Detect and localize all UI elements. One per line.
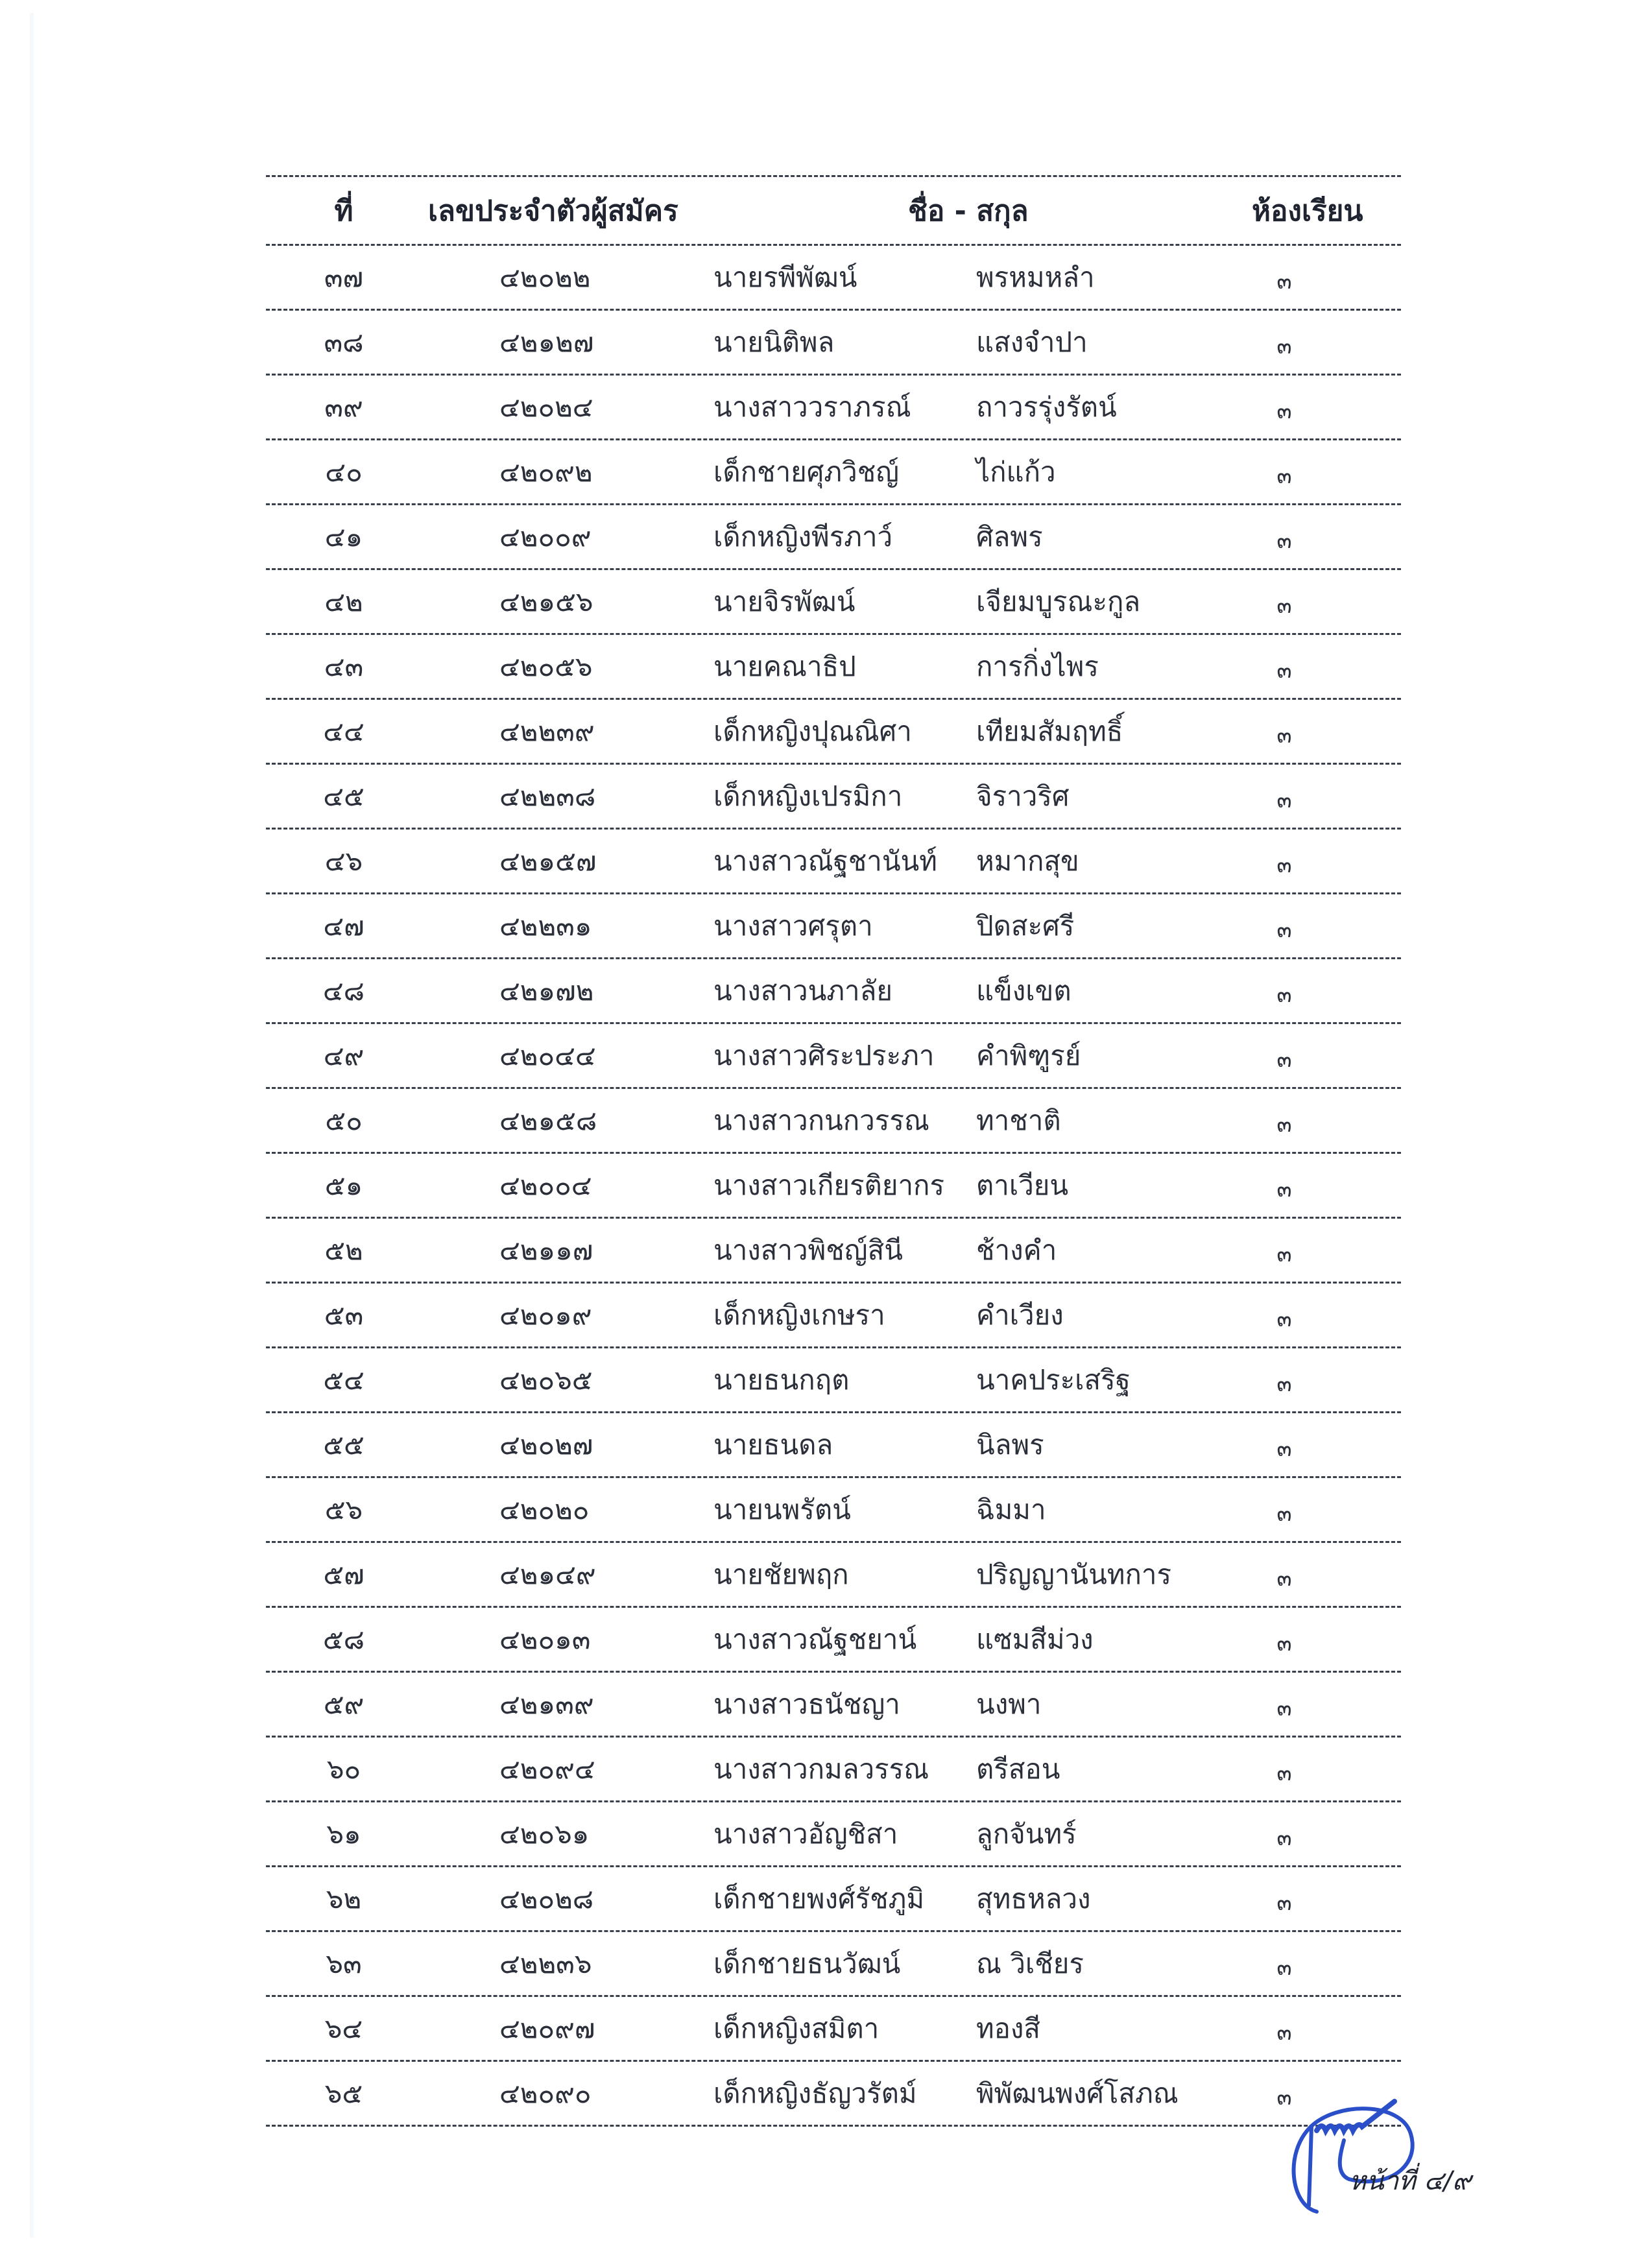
- row-no: ๓๙: [324, 390, 363, 423]
- table-row: [266, 505, 1401, 568]
- table-row: [266, 1089, 1401, 1152]
- row-applicant-id: ๔๒๐๒๔: [499, 390, 593, 423]
- table-row: [266, 1413, 1401, 1476]
- row-first-name: นางสาวนภาลัย: [713, 974, 892, 1007]
- row-last-name: ไก่แก้ว: [976, 455, 1056, 488]
- row-last-name: เจียมบูรณะกูล: [976, 585, 1141, 617]
- row-no: ๔๗: [323, 909, 365, 942]
- row-last-name: นาคประเสริฐ: [976, 1363, 1131, 1396]
- row-no: ๔๖: [324, 844, 363, 877]
- row-applicant-id: ๔๒๑๕๗: [499, 844, 597, 877]
- row-room: ๓: [1276, 1955, 1292, 1981]
- row-no: ๔๓: [324, 650, 364, 682]
- row-room: ๓: [1276, 398, 1292, 425]
- row-last-name: แสงจำปา: [976, 326, 1088, 358]
- row-room: ๓: [1276, 982, 1292, 1009]
- row-last-name: ณ วิเชียร: [976, 1947, 1084, 1979]
- table-row: [266, 765, 1401, 828]
- row-no: ๖๓: [326, 1947, 362, 1979]
- row-room: ๓: [1276, 593, 1292, 619]
- row-applicant-id: ๔๒๐๕๖: [499, 650, 593, 682]
- row-applicant-id: ๔๒๐๐๙: [499, 520, 592, 553]
- row-no: ๔๐: [325, 455, 363, 488]
- row-room: ๓: [1276, 463, 1292, 490]
- row-last-name: คำพิฑูรย์: [976, 1039, 1081, 1071]
- row-last-name: ตรีสอน: [976, 1752, 1060, 1785]
- row-first-name: นางสาวอัญชิสา: [713, 1817, 898, 1850]
- row-last-name: นงพา: [976, 1688, 1042, 1720]
- table-row: [266, 1478, 1401, 1541]
- table-row: [266, 1932, 1401, 1995]
- table-row: [266, 700, 1401, 763]
- row-first-name: นายชัยพฤก: [713, 1558, 849, 1590]
- row-no: ๖๒: [326, 1882, 362, 1915]
- row-room: ๓: [1276, 1501, 1292, 1527]
- row-applicant-id: ๔๒๐๒๗: [499, 1428, 593, 1461]
- table-row: [266, 376, 1401, 438]
- row-no: ๖๐: [326, 1752, 361, 1785]
- row-room: ๓: [1276, 1177, 1292, 1203]
- row-no: ๔๘: [322, 974, 365, 1007]
- row-first-name: นางสาวกมลวรรณ: [713, 1752, 929, 1785]
- row-first-name: นายคณาธิป: [713, 650, 856, 682]
- row-applicant-id: ๔๒๐๒๐: [499, 1493, 590, 1525]
- table-row: [266, 894, 1401, 957]
- row-first-name: เด็กหญิงสมิตา: [713, 2012, 880, 2044]
- row-room: ๓: [1276, 269, 1292, 295]
- row-first-name: นางสาวศิระประภา: [713, 1039, 935, 1071]
- page-number: หน้าที่ ๔/๙: [1349, 2166, 1472, 2196]
- row-last-name: ลูกจันทร์: [976, 1817, 1077, 1850]
- table-row: [266, 959, 1401, 1022]
- row-no: ๕๙: [323, 1688, 365, 1720]
- table-row: [266, 570, 1401, 633]
- row-applicant-id: ๔๒๐๑๙: [499, 1298, 592, 1331]
- applicant-table: [266, 175, 1401, 2127]
- row-no: ๕๑: [324, 1169, 363, 1201]
- row-no: ๔๒: [324, 585, 363, 617]
- row-no: ๕๐: [325, 1104, 363, 1136]
- table-body: [266, 246, 1401, 2127]
- row-last-name: พิพัฒนพงศ์โสภณ: [976, 2077, 1179, 2109]
- row-applicant-id: ๔๒๒๓๙: [499, 715, 595, 747]
- row-room: ๓: [1276, 723, 1292, 749]
- header-no: ที่: [334, 194, 353, 228]
- table-row: [266, 1219, 1401, 1282]
- row-last-name: ปริญญานันทการ: [976, 1558, 1172, 1590]
- table-row: [266, 1608, 1401, 1671]
- row-no: ๕๘: [322, 1623, 365, 1655]
- row-last-name: สุทธหลวง: [976, 1882, 1091, 1915]
- row-first-name: นางสาวเกียรติยากร: [713, 1169, 945, 1201]
- row-first-name: นางสาวธนัชญา: [713, 1688, 900, 1720]
- row-applicant-id: ๔๒๐๐๔: [499, 1169, 592, 1201]
- table-row: [266, 1284, 1401, 1346]
- row-first-name: เด็กหญิงเปรมิกา: [713, 780, 903, 812]
- row-first-name: เด็กหญิงปุณณิศา: [713, 715, 912, 747]
- row-no: ๔๙: [323, 1039, 365, 1071]
- table-row: [266, 2062, 1401, 2125]
- row-first-name: นายรพีพัฒน์: [713, 261, 857, 293]
- table-row: [266, 246, 1401, 309]
- row-room: ๓: [1276, 1566, 1292, 1592]
- row-room: ๓: [1276, 787, 1292, 814]
- row-no: ๓๗: [324, 261, 364, 293]
- row-applicant-id: ๔๒๑๕๘: [499, 1104, 597, 1136]
- table-row: [266, 1154, 1401, 1217]
- row-applicant-id: ๔๒๐๙๗: [499, 2012, 595, 2044]
- table-row: [266, 440, 1401, 503]
- row-first-name: เด็กชายศุภวิชญ์: [713, 455, 899, 488]
- row-room: ๓: [1276, 1112, 1292, 1138]
- row-applicant-id: ๔๒๑๓๙: [499, 1688, 594, 1720]
- row-no: ๕๕: [323, 1428, 365, 1461]
- row-first-name: นายธนกฤต: [713, 1363, 850, 1396]
- row-last-name: นิลพร: [976, 1428, 1044, 1461]
- scan-edge: [30, 13, 34, 2238]
- row-no: ๔๔: [323, 715, 365, 747]
- row-no: ๕๒: [324, 1234, 363, 1266]
- row-applicant-id: ๔๒๐๒๘: [499, 1882, 594, 1915]
- row-last-name: ถาวรรุ่งรัตน์: [976, 390, 1117, 423]
- row-first-name: นางสาวศรุตา: [713, 909, 873, 942]
- row-last-name: หมากสุข: [976, 844, 1079, 877]
- table-row: [266, 830, 1401, 892]
- table-row: [266, 1997, 1401, 2060]
- row-applicant-id: ๔๒๑๕๖: [499, 585, 593, 617]
- header-name: ชื่อ - สกุล: [908, 194, 1029, 228]
- row-first-name: นางสาววราภรณ์: [713, 390, 911, 423]
- row-no: ๖๕: [324, 2077, 363, 2109]
- row-applicant-id: ๔๒๑๔๙: [499, 1558, 596, 1590]
- row-last-name: การกิ่งไพร: [976, 650, 1099, 682]
- row-room: ๓: [1276, 1631, 1292, 1657]
- row-applicant-id: ๔๒๑๗๒: [499, 974, 594, 1007]
- row-no: ๕๖: [324, 1493, 363, 1525]
- row-no: ๕๗: [323, 1558, 365, 1590]
- row-first-name: นางสาวกนกวรรณ: [713, 1104, 929, 1136]
- row-room: ๓: [1276, 917, 1292, 944]
- row-room: ๓: [1276, 1436, 1292, 1463]
- table-row: [266, 1348, 1401, 1411]
- row-applicant-id: ๔๒๐๔๔: [499, 1039, 596, 1071]
- row-room: ๓: [1276, 1825, 1292, 1852]
- row-rule: [266, 2125, 1401, 2127]
- table-row: [266, 1802, 1401, 1865]
- row-last-name: เทียมสัมฤทธิ์: [976, 715, 1123, 747]
- row-first-name: นายจิรพัฒน์: [713, 585, 856, 617]
- row-room: ๓: [1276, 1047, 1292, 1073]
- row-applicant-id: ๔๒๑๒๗: [499, 326, 594, 358]
- header-applicant-id: เลขประจำตัวผู้สมัคร: [428, 194, 678, 228]
- row-last-name: คำเวียง: [976, 1298, 1064, 1331]
- table-row: [266, 635, 1401, 698]
- row-last-name: ช้างคำ: [976, 1234, 1057, 1266]
- row-last-name: จิราวริศ: [976, 780, 1070, 812]
- row-room: ๓: [1276, 852, 1292, 879]
- row-last-name: ทาชาติ: [976, 1104, 1061, 1136]
- row-room: ๓: [1276, 1306, 1292, 1333]
- row-first-name: เด็กชายพงศ์รัชภูมิ: [713, 1882, 925, 1915]
- row-no: ๔๕: [323, 780, 365, 812]
- row-first-name: นางสาวณัฐชานันท์: [713, 844, 937, 877]
- row-no: ๖๔: [324, 2012, 363, 2044]
- table-row: [266, 1738, 1401, 1800]
- table-row: [266, 1673, 1401, 1736]
- row-room: ๓: [1276, 528, 1292, 555]
- signature-mark: [1271, 2075, 1427, 2238]
- table-row: [266, 311, 1401, 374]
- row-last-name: ศิลพร: [976, 520, 1043, 553]
- table-row: [266, 1867, 1401, 1930]
- row-first-name: นางสาวพิชญ์สินี: [713, 1234, 903, 1266]
- row-last-name: ปิดสะศรี: [976, 909, 1075, 942]
- row-room: ๓: [1276, 2020, 1292, 2046]
- row-room: ๓: [1276, 658, 1292, 684]
- row-room: ๓: [1276, 1241, 1292, 1268]
- row-last-name: ฉิมมา: [976, 1493, 1046, 1525]
- row-last-name: พรหมหลำ: [976, 261, 1095, 293]
- row-first-name: นายธนดล: [713, 1428, 833, 1461]
- row-applicant-id: ๔๒๐๖๑: [499, 1817, 590, 1850]
- row-first-name: เด็กหญิงธัญวรัตม์: [713, 2077, 917, 2109]
- row-room: ๓: [1276, 1695, 1292, 1722]
- row-last-name: แข็งเขต: [976, 974, 1071, 1007]
- header-room: ห้องเรียน: [1252, 194, 1363, 228]
- row-applicant-id: ๔๒๐๒๒: [499, 261, 591, 293]
- row-room: ๓: [1276, 333, 1292, 360]
- row-first-name: เด็กหญิงเกษรา: [713, 1298, 885, 1331]
- row-no: ๕๓: [324, 1298, 364, 1331]
- row-first-name: นายนิติพล: [713, 326, 835, 358]
- row-applicant-id: ๔๒๒๓๘: [499, 780, 596, 812]
- row-applicant-id: ๔๒๒๓๑: [499, 909, 592, 942]
- row-no: ๔๑: [324, 520, 363, 553]
- row-applicant-id: ๔๒๐๙๒: [499, 455, 593, 488]
- row-applicant-id: ๔๒๐๙๔: [499, 1752, 595, 1785]
- row-last-name: ตาเวียน: [976, 1169, 1069, 1201]
- row-first-name: เด็กชายธนวัฒน์: [713, 1947, 901, 1979]
- row-applicant-id: ๔๒๐๙๐: [499, 2077, 592, 2109]
- row-room: ๓: [1276, 1371, 1292, 1398]
- row-room: ๓: [1276, 1890, 1292, 1917]
- table-row: [266, 1024, 1401, 1087]
- row-applicant-id: ๔๒๑๑๗: [499, 1234, 593, 1266]
- row-last-name: แซมสีม่วง: [976, 1623, 1094, 1655]
- row-applicant-id: ๔๒๐๖๕: [499, 1363, 593, 1396]
- row-first-name: นางสาวณัฐชยาน์: [713, 1623, 917, 1655]
- row-last-name: ทองสี: [976, 2012, 1041, 2044]
- row-applicant-id: ๔๒๒๓๖: [499, 1947, 592, 1979]
- row-room: ๓: [1276, 1760, 1292, 1787]
- row-applicant-id: ๔๒๐๑๓: [499, 1623, 591, 1655]
- row-first-name: เด็กหญิงพีรภาว์: [713, 520, 893, 553]
- row-no: ๓๘: [324, 326, 364, 358]
- table-row: [266, 1543, 1401, 1606]
- table-header-row: [266, 177, 1401, 244]
- row-no: ๖๑: [326, 1817, 361, 1850]
- row-room: ๓: [1276, 2085, 1292, 2111]
- row-no: ๕๔: [323, 1363, 365, 1396]
- row-first-name: นายนพรัตน์: [713, 1493, 851, 1525]
